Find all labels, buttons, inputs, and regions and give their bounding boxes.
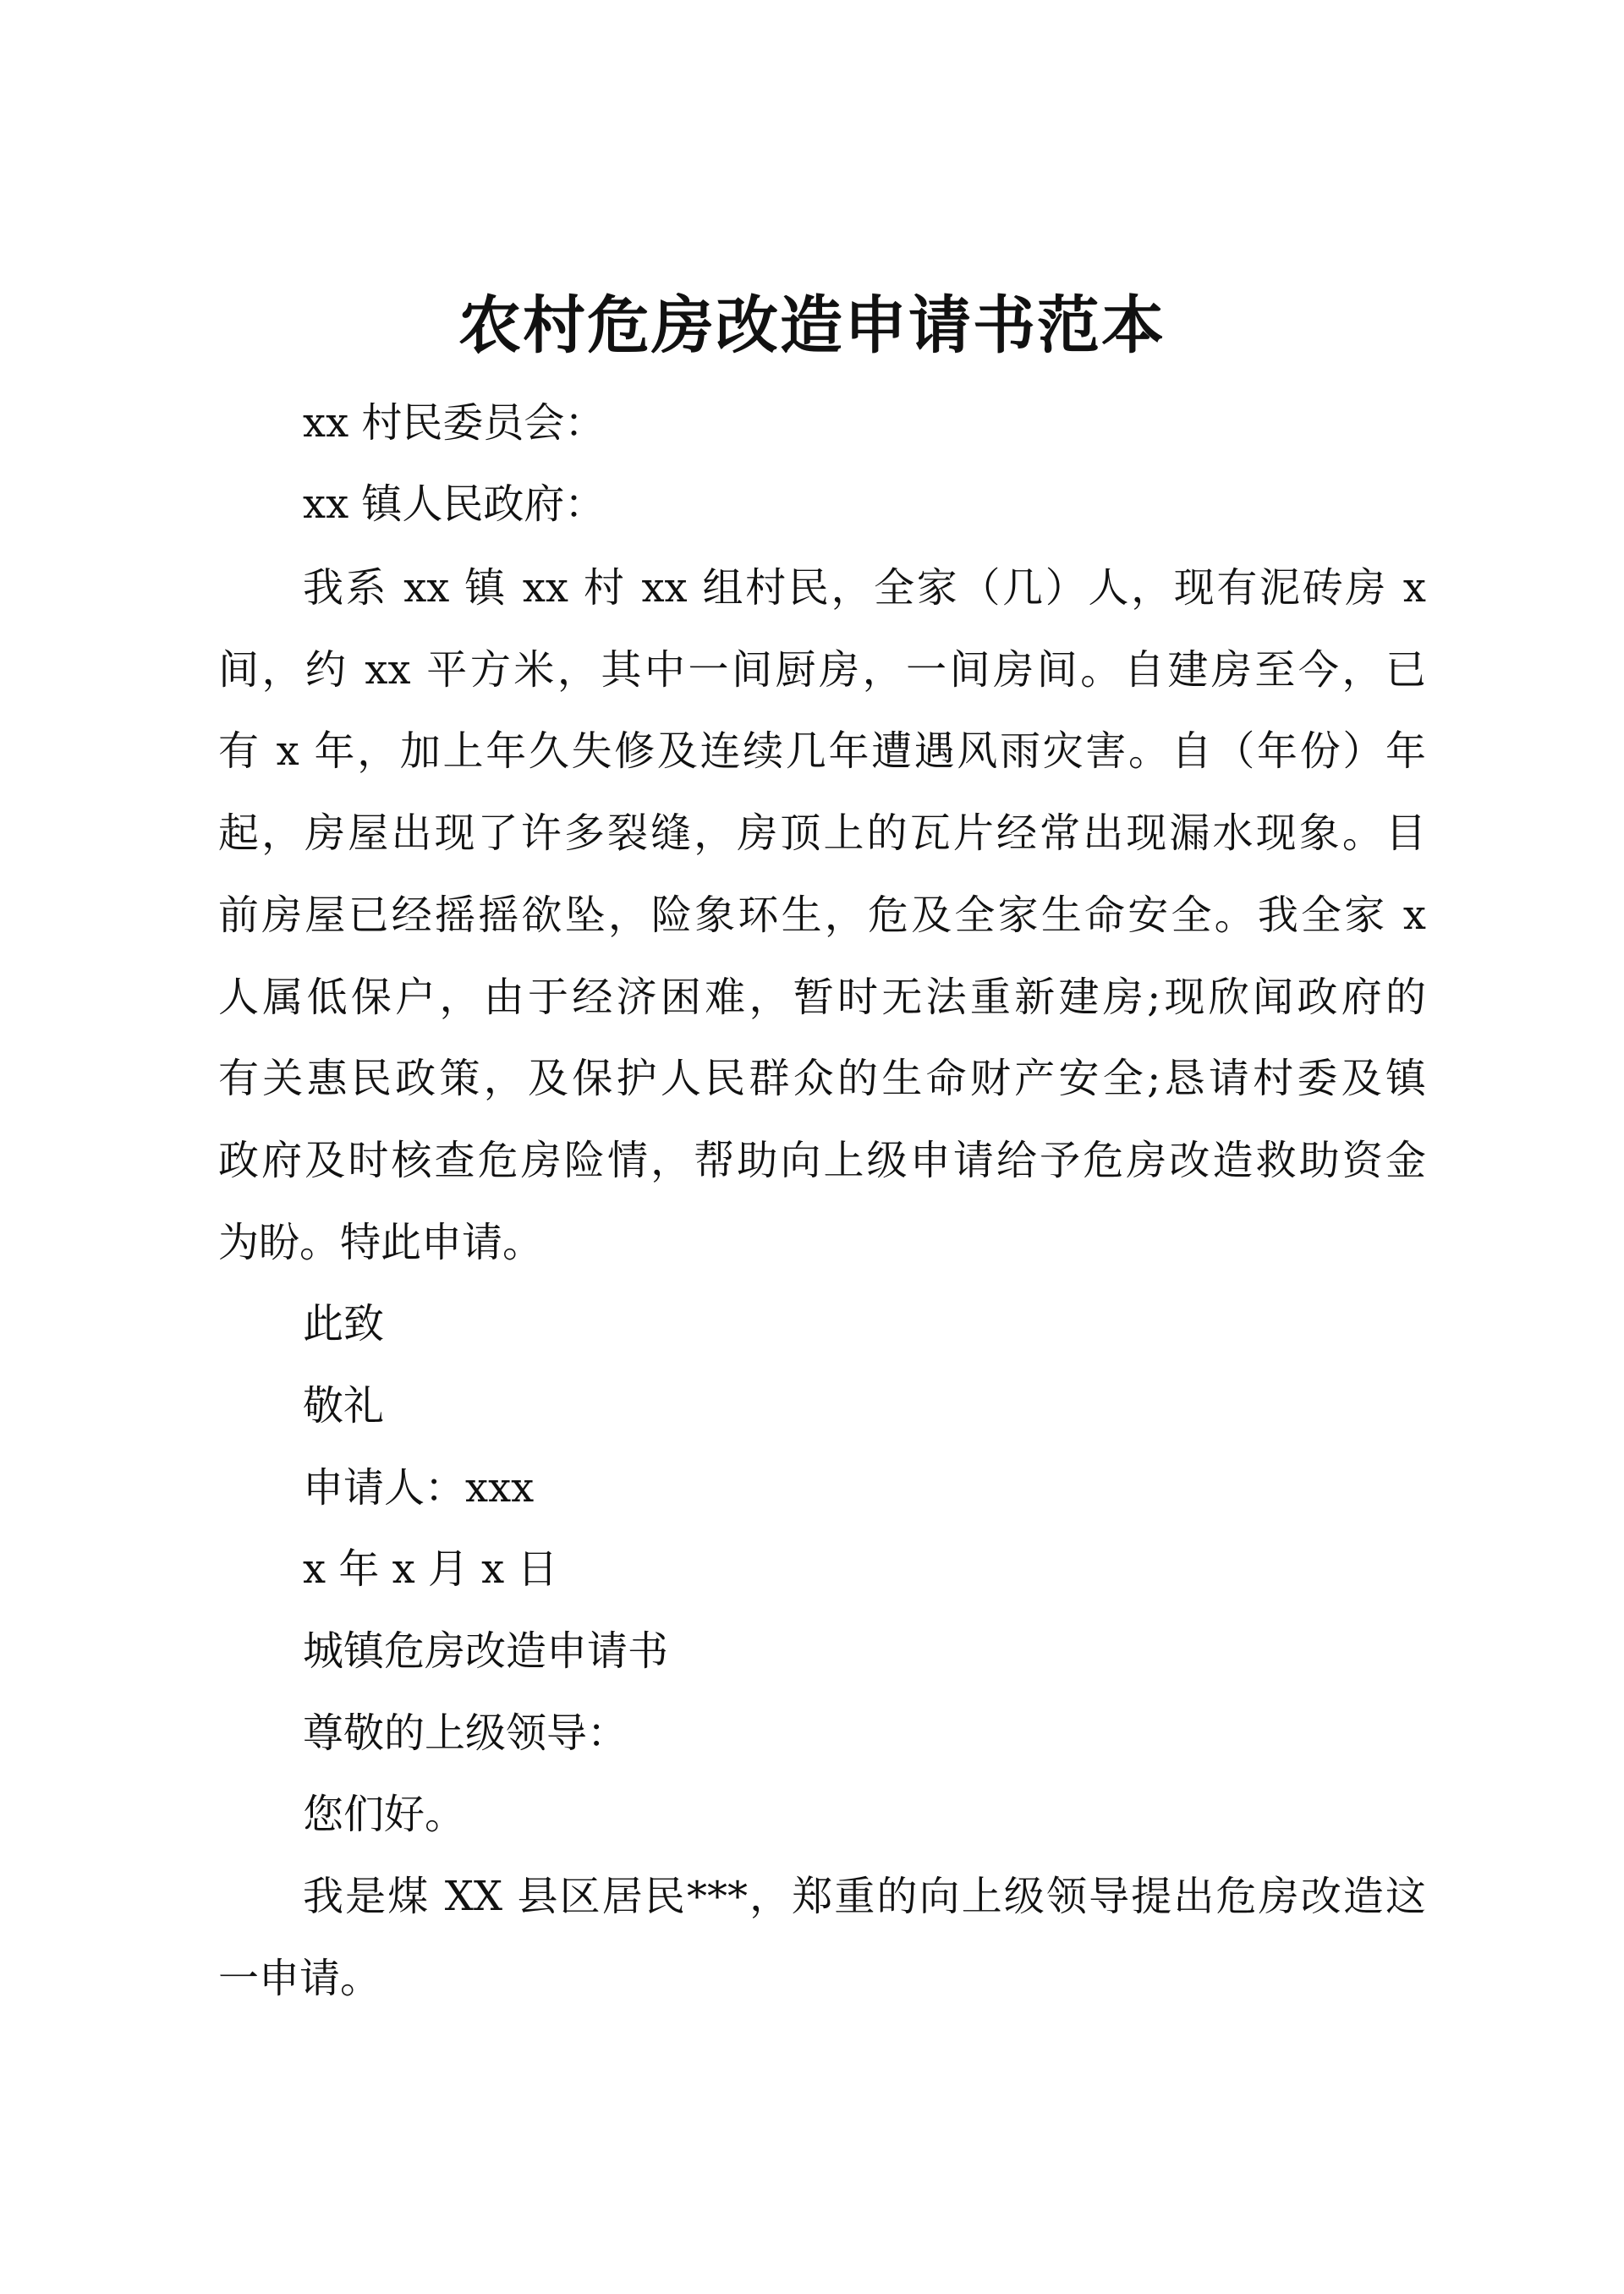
paragraph-line: 我系 xx 镇 xx 村 xx 组村民，全家（几）人，现有泥砖房 x (303, 564, 1426, 612)
salutation-town-government: xx 镇人民政府： (303, 480, 606, 528)
closing-jingli: 敬礼 (303, 1382, 385, 1430)
paragraph-line: 人属低保户，由于经济困难，暂时无法重新建房;现欣闻政府的 (218, 974, 1426, 1021)
document-title: 农村危房改造申请书范本 (458, 289, 1166, 362)
paragraph-line: 前房屋已经摇摇欲坠，险象环生，危及全家生命安全。我全家 x (218, 892, 1426, 939)
paragraph-line: 间，约 xx 平方米，其中一间厨房，一间房间。自建房至今，已 (218, 646, 1426, 694)
paragraph-line: 有关惠民政策，及保护人民群众的生命财产安全;恳请村委及镇 (218, 1055, 1426, 1102)
paragraph-line: 起，房屋出现了许多裂缝，房顶上的瓦片经常出现漏水现象。目 (218, 809, 1426, 857)
date-line: x 年 x 月 x 日 (303, 1545, 558, 1593)
salutation-village-committee: xx 村民委员会： (303, 399, 606, 447)
paragraph-line: 为盼。特此申请。 (218, 1219, 544, 1266)
second-salutation: 尊敬的上级领导： (303, 1710, 628, 1757)
paragraph-line: 政府及时核查危房险情，帮助向上级申请给予危房改造救助资金 (218, 1137, 1426, 1184)
applicant-line: 申请人：xxx (303, 1464, 535, 1512)
paragraph-line: 有 x 年，加上年久失修及连续几年遭遇风雨灾害。自（年份）年 (218, 727, 1426, 775)
second-document-title: 城镇危房改造申请书 (303, 1627, 669, 1675)
closing-cizhi: 此致 (303, 1300, 385, 1347)
paragraph-line: 一申请。 (218, 1955, 381, 2002)
greeting-line: 您们好。 (303, 1791, 466, 1838)
paragraph-line: 我是煤 XX 县区居民***，郑重的向上级领导提出危房改造这 (303, 1873, 1426, 1920)
